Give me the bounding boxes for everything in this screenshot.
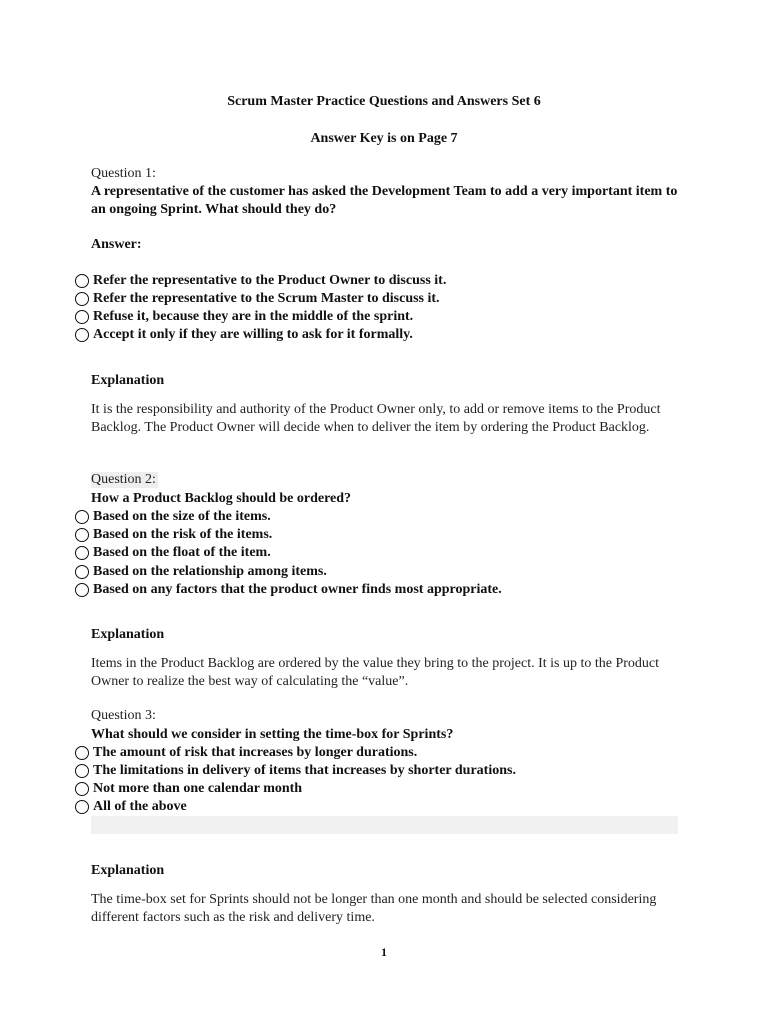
- q2-option-5[interactable]: [75, 581, 502, 599]
- q1-option-3[interactable]: [75, 308, 413, 326]
- answer-key-note: Answer Key is on Page 7: [310, 131, 458, 146]
- q1-option-2[interactable]: [75, 290, 440, 308]
- radio-button-icon[interactable]: [75, 310, 89, 324]
- q1-option-2-label: Refer the representative to the Scrum Master to discuss it.: [93, 291, 440, 306]
- radio-button-icon[interactable]: [75, 782, 89, 796]
- q3-option-2-label: The limitations in delivery of items that increases by shorter durations.: [93, 763, 516, 778]
- q2-explanation-text: Items in the Product Backlog are ordered by the value they bring to the project. It is up to the Product Owner to realize the best way of calculating the “value”.: [91, 656, 660, 689]
- q3-option-3[interactable]: [75, 780, 302, 798]
- question-3-text: What should we consider in setting the time-box for Sprints?: [91, 727, 454, 742]
- q1-option-4-label: Accept it only if they are willing to ask for it formally.: [93, 327, 413, 342]
- q3-option-4[interactable]: [75, 798, 187, 816]
- q2-option-1[interactable]: [75, 508, 271, 526]
- q1-option-4[interactable]: [75, 326, 413, 344]
- page-number: 1: [381, 945, 387, 959]
- radio-button-icon[interactable]: [75, 800, 89, 814]
- q1-option-1-label: Refer the representative to the Product Owner to discuss it.: [93, 273, 447, 288]
- q2-option-2[interactable]: [75, 526, 272, 544]
- radio-button-icon[interactable]: [75, 292, 89, 306]
- empty-answer-field: [91, 816, 678, 834]
- q3-explanation-heading: Explanation: [91, 863, 165, 878]
- question-1-label: Question 1:: [91, 166, 156, 181]
- q2-option-3[interactable]: [75, 544, 271, 562]
- q3-option-1-label: The amount of risk that increases by longer durations.: [93, 745, 418, 760]
- q2-option-2-label: Based on the risk of the items.: [93, 527, 273, 542]
- q2-option-4[interactable]: [75, 563, 327, 581]
- q3-option-2[interactable]: [75, 762, 516, 780]
- q2-explanation-heading: Explanation: [91, 627, 165, 642]
- question-3-label: Question 3:: [91, 708, 156, 723]
- q3-option-4-label: All of the above: [93, 799, 187, 814]
- q3-option-3-label: Not more than one calendar month: [93, 781, 303, 796]
- q1-explanation-text: It is the responsibility and authority of the Product Owner only, to add or remove items to the Product Backlog. The Product Owner will decide when to deliver the item by ordering the Product Backlog.: [91, 402, 661, 435]
- q2-option-5-label: Based on any factors that the product owner finds most appropriate.: [93, 582, 502, 597]
- radio-button-icon[interactable]: [75, 746, 89, 760]
- radio-button-icon[interactable]: [75, 328, 89, 342]
- q1-option-3-label: Refuse it, because they are in the middle of the sprint.: [93, 309, 414, 324]
- q1-option-1[interactable]: [75, 272, 446, 290]
- radio-button-icon[interactable]: [75, 546, 89, 560]
- radio-button-icon[interactable]: [75, 565, 89, 579]
- q2-option-3-label: Based on the float of the item.: [93, 545, 271, 560]
- radio-button-icon[interactable]: [75, 274, 89, 288]
- radio-button-icon[interactable]: [75, 528, 89, 542]
- q3-explanation-text: The time-box set for Sprints should not be longer than one month and should be selected considering different factors such as the risk and delivery time.: [91, 892, 657, 925]
- radio-button-icon[interactable]: [75, 583, 89, 597]
- page-title: Scrum Master Practice Questions and Answers Set 6: [227, 94, 541, 109]
- radio-button-icon[interactable]: [75, 510, 89, 524]
- q3-option-1[interactable]: [75, 744, 417, 762]
- answer-label: Answer:: [91, 237, 142, 252]
- question-1-text: A representative of the customer has asked the Development Team to add a very important item to an ongoing Sprint. What should they do?: [91, 184, 678, 217]
- q2-option-1-label: Based on the size of the items.: [93, 509, 271, 524]
- question-2-text: How a Product Backlog should be ordered?: [91, 491, 352, 506]
- q1-explanation-heading: Explanation: [91, 373, 165, 388]
- q2-option-4-label: Based on the relationship among items.: [93, 564, 327, 579]
- radio-button-icon[interactable]: [75, 764, 89, 778]
- question-2-label: Question 2:: [91, 472, 156, 487]
